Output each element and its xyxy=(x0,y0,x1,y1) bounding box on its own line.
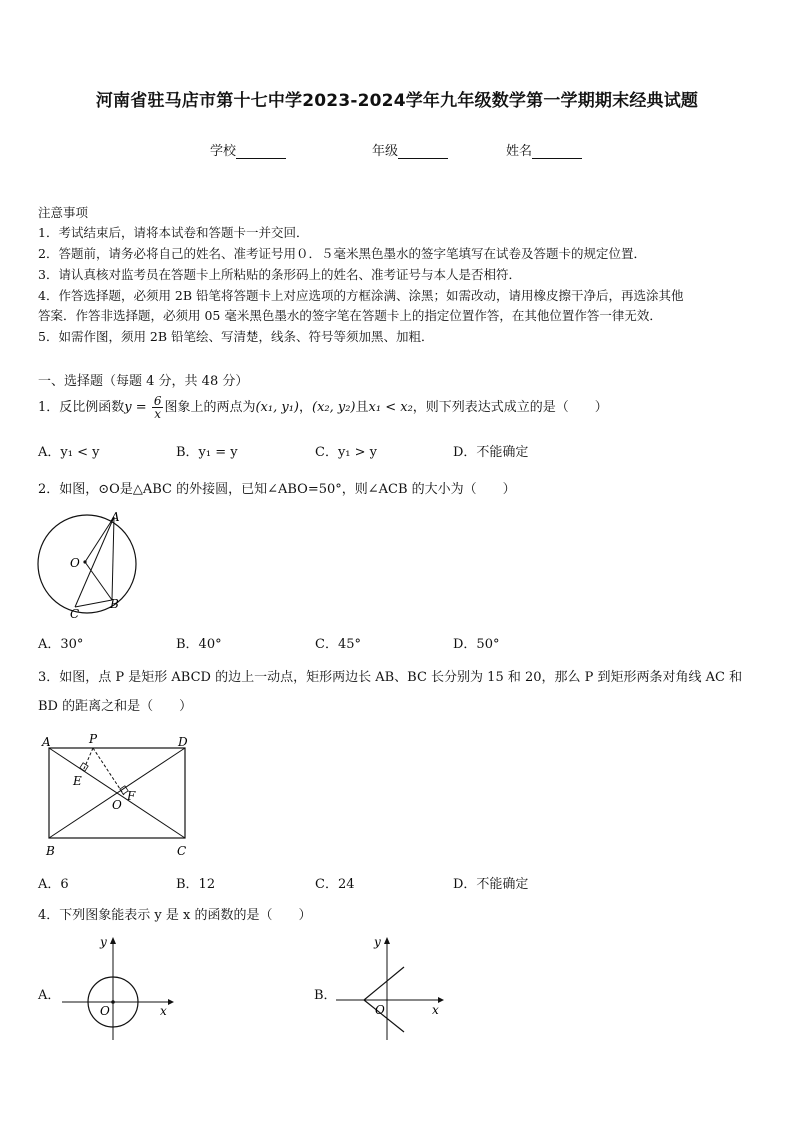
y-arrow xyxy=(110,937,116,944)
x-arrow xyxy=(168,999,174,1005)
perp-pe xyxy=(83,748,93,771)
notice-item: 4．作答选择题，必须用 2B 铅笔将答题卡上对应选项的方框涂满、涂黑；如需改动，请用橡皮擦干净后，再选涂其他 xyxy=(38,288,684,303)
y-label: y xyxy=(374,935,381,949)
q1-suffix: ，则下列表达式成立的是（ ） xyxy=(412,400,608,415)
q1-condition: x₁ < x₂ xyxy=(368,400,413,415)
y-arrow xyxy=(384,937,390,944)
label-d: D xyxy=(178,735,188,749)
label-o: O xyxy=(70,556,80,570)
school-label: 学校 xyxy=(210,144,237,159)
segment-ac xyxy=(75,517,114,607)
q3-option-a: A．6 xyxy=(38,877,69,892)
name-blank xyxy=(532,144,582,159)
q1-eq: = xyxy=(131,400,151,415)
q4-option-a-label: A． xyxy=(38,988,61,1003)
q1-option-a: A．y₁ < y xyxy=(38,445,100,460)
label-f: F xyxy=(127,789,136,803)
circle-figure xyxy=(30,505,150,625)
q1-comma: ， xyxy=(298,400,312,415)
x-label: x xyxy=(432,1003,439,1017)
center-dot xyxy=(83,560,86,563)
question-2: 2．如图，⊙O是△ABC 的外接圆，已知∠ABO=50°，则∠ACB 的大小为（ ） xyxy=(38,482,516,497)
label-p: P xyxy=(89,732,98,746)
notice-heading: 注意事项 xyxy=(38,205,89,220)
page-title: 河南省驻马店市第十七中学2023-2024学年九年级数学第一学期期末经典试题 xyxy=(95,91,699,111)
q1-denominator: x xyxy=(154,407,162,421)
ray-upper xyxy=(364,967,404,1000)
y-label: y xyxy=(100,935,107,949)
school-blank xyxy=(236,144,286,159)
q1-option-d: D．不能确定 xyxy=(453,445,529,460)
x-arrow xyxy=(438,997,444,1003)
graph-b xyxy=(334,932,454,1044)
label-c: C xyxy=(70,607,80,621)
q2-option-c: C．45° xyxy=(315,637,361,652)
graph-a xyxy=(60,932,180,1044)
label-b: B xyxy=(46,844,55,858)
name-field xyxy=(506,140,582,159)
label-b: B xyxy=(110,597,119,611)
q1-option-c: C．y₁ > y xyxy=(315,445,378,460)
notice-item: 1．考试结束后，请将本试卷和答题卡一并交回． xyxy=(38,225,309,240)
grade-field xyxy=(372,140,448,159)
origin-dot xyxy=(111,1000,115,1004)
right-angle-e xyxy=(80,763,88,771)
q3-option-c: C．24 xyxy=(315,877,355,892)
origin-label: O xyxy=(100,1004,110,1018)
segment-cb xyxy=(75,600,112,607)
q1-cond-pre: 且 xyxy=(355,400,369,415)
q1-mid: 图象上的两点为 xyxy=(164,400,256,415)
notice-item: 2．答题前，请务必将自己的姓名、准考证号用０．５毫米黑色墨水的签字笔填写在试卷及答题卡的规定位置． xyxy=(38,246,646,261)
q1-prefix: 1．反比例函数 xyxy=(38,400,125,415)
q1-point1: (x₁, y₁) xyxy=(255,400,299,415)
q1-fraction xyxy=(152,395,164,420)
question-4: 4．下列图象能表示 y 是 x 的函数的是（ ） xyxy=(38,908,312,923)
origin-label: O xyxy=(375,1003,385,1017)
q3-option-d: D．不能确定 xyxy=(453,877,529,892)
label-c: C xyxy=(177,844,187,858)
name-label: 姓名 xyxy=(506,144,533,159)
q2-option-b: B．40° xyxy=(176,637,222,652)
q2-option-d: D．50° xyxy=(453,637,500,652)
notice-item: 答案．作答非选择题，必须用 05 毫米黑色墨水的签字笔在答题卡上的指定位置作答，在其他位置作答一律无效． xyxy=(38,308,662,323)
question-1 xyxy=(38,393,608,423)
label-a: A xyxy=(111,510,120,524)
label-a: A xyxy=(42,735,51,749)
q1-y: y xyxy=(124,400,132,415)
segment-ob xyxy=(85,562,112,600)
q4-option-b-label: B． xyxy=(314,988,337,1003)
segment-ao xyxy=(85,517,114,562)
question-3-line1: 3．如图，点 P 是矩形 ABCD 的边上一动点，矩形两边长 AB、BC 长分别为 15 和 20，那么 P 到矩形两条对角线 AC 和 xyxy=(38,670,743,685)
grade-label: 年级 xyxy=(372,144,399,159)
q1-point2: (x₂, y₂) xyxy=(312,400,356,415)
notice-item: 3．请认真核对监考员在答题卡上所粘贴的条形码上的姓名、准考证号与本人是否相符． xyxy=(38,267,521,282)
notice-item: 5．如需作图，须用 2B 铅笔绘、写清楚，线条、符号等须加黑、加粗． xyxy=(38,329,434,344)
q1-option-b: B．y₁ = y xyxy=(176,445,238,460)
rectangle-figure xyxy=(36,728,196,860)
label-e: E xyxy=(73,774,82,788)
grade-blank xyxy=(398,144,448,159)
label-o: O xyxy=(112,798,122,812)
school-field xyxy=(210,140,286,159)
q2-option-a: A．30° xyxy=(38,637,84,652)
segment-ab xyxy=(112,517,114,600)
question-3-line2: BD 的距离之和是（ ） xyxy=(38,699,193,714)
x-label: x xyxy=(160,1004,167,1018)
section-heading: 一、选择题（每题 4 分，共 48 分） xyxy=(38,374,249,389)
q1-numerator: 6 xyxy=(153,394,162,408)
q3-option-b: B．12 xyxy=(176,877,216,892)
